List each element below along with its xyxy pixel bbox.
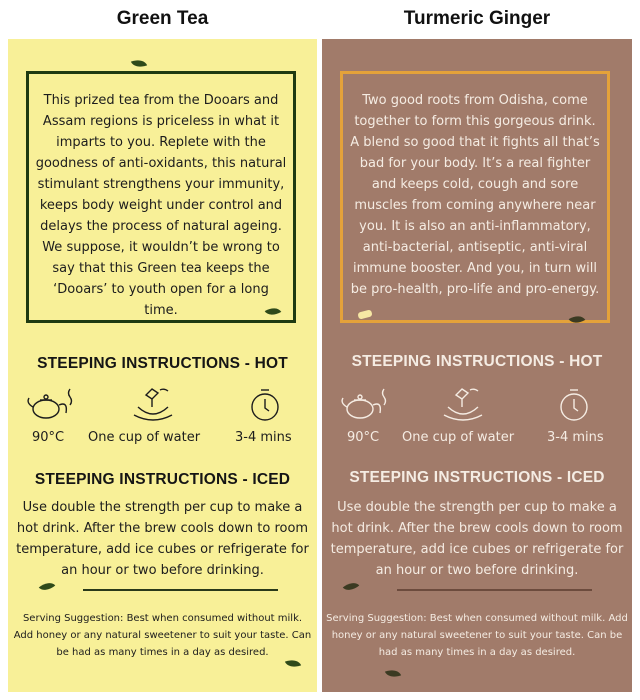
description-frame (340, 71, 610, 323)
hot-instructions-icons (322, 387, 632, 423)
serving-suggestion: Serving Suggestion: Best when consumed without milk. Add honey or any natural sweetener to suit your taste. Can be had as many times in a day as desired. (326, 613, 628, 658)
temperature-label: 90°C (32, 430, 65, 445)
divider (397, 589, 592, 591)
hot-instructions-labels (8, 430, 317, 448)
green-tea-panel (8, 39, 317, 692)
turmeric-ginger-panel (322, 39, 632, 692)
product-description: Two good roots from Odisha, come together to form this gorgeous drink. A blend so good that it fights all that’s bad for your body. It’s a real fighter and keeps cold, cough and sore muscles from coming anywhere near you. It is also an anti-inflammatory, anti-bacterial, antiseptic, anti-viral immune booster. And you, in turn will be pro-health, pro-life and pro-energy. (350, 93, 600, 297)
water-label: One cup of water (402, 430, 515, 445)
cup-icon (130, 387, 176, 423)
hot-instructions-heading: STEEPING INSTRUCTIONS - HOT (351, 353, 603, 370)
iced-instructions-heading: STEEPING INSTRUCTIONS - ICED (349, 469, 605, 486)
serving-suggestion: Serving Suggestion: Best when consumed without milk. Add honey or any natural sweetener to suit your taste. Can be had as many times in a day as desired. (13, 613, 312, 658)
hot-instructions-labels (322, 430, 632, 448)
leaf-icon (131, 57, 147, 70)
product-description: This prized tea from the Dooars and Assam regions is priceless in what it imparts to you. Replete with the goodness of anti-oxidants, this natural stimulant strengthens your immunity, keeps body weight under control and delays the process of natural ageing. We suppose, it wouldn’t be wrong to say that this Green tea keeps the ‘Dooars’ to youth open for a long time. (35, 93, 287, 318)
temperature-label: 90°C (347, 430, 380, 445)
divider (83, 589, 278, 591)
iced-instructions-text: Use double the strength per cup to make a hot drink. After the brew cools down to room temperature, add ice cubes or refrigerate for an hour or two before drinking. (330, 500, 624, 578)
teapot-icon (338, 387, 390, 423)
iced-instructions-heading: STEEPING INSTRUCTIONS - ICED (34, 471, 291, 488)
hot-instructions-heading: STEEPING INSTRUCTIONS - HOT (37, 355, 288, 372)
hot-instructions-icons (8, 387, 317, 423)
turmeric-ginger-title: Turmeric Ginger (403, 8, 551, 29)
teapot-icon (24, 387, 76, 423)
green-tea-title: Green Tea (116, 8, 209, 29)
water-label: One cup of water (88, 430, 201, 445)
iced-instructions-text: Use double the strength per cup to make a hot drink. After the brew cools down to room temperature, add ice cubes or refrigerate for an hour or two before drinking. (16, 500, 309, 578)
time-label: 3-4 mins (547, 430, 604, 445)
timer-icon (558, 387, 590, 423)
timer-icon (249, 387, 281, 423)
cup-icon (440, 387, 486, 423)
leaf-icon (385, 667, 401, 680)
time-label: 3-4 mins (235, 430, 292, 445)
description-frame (26, 71, 296, 323)
